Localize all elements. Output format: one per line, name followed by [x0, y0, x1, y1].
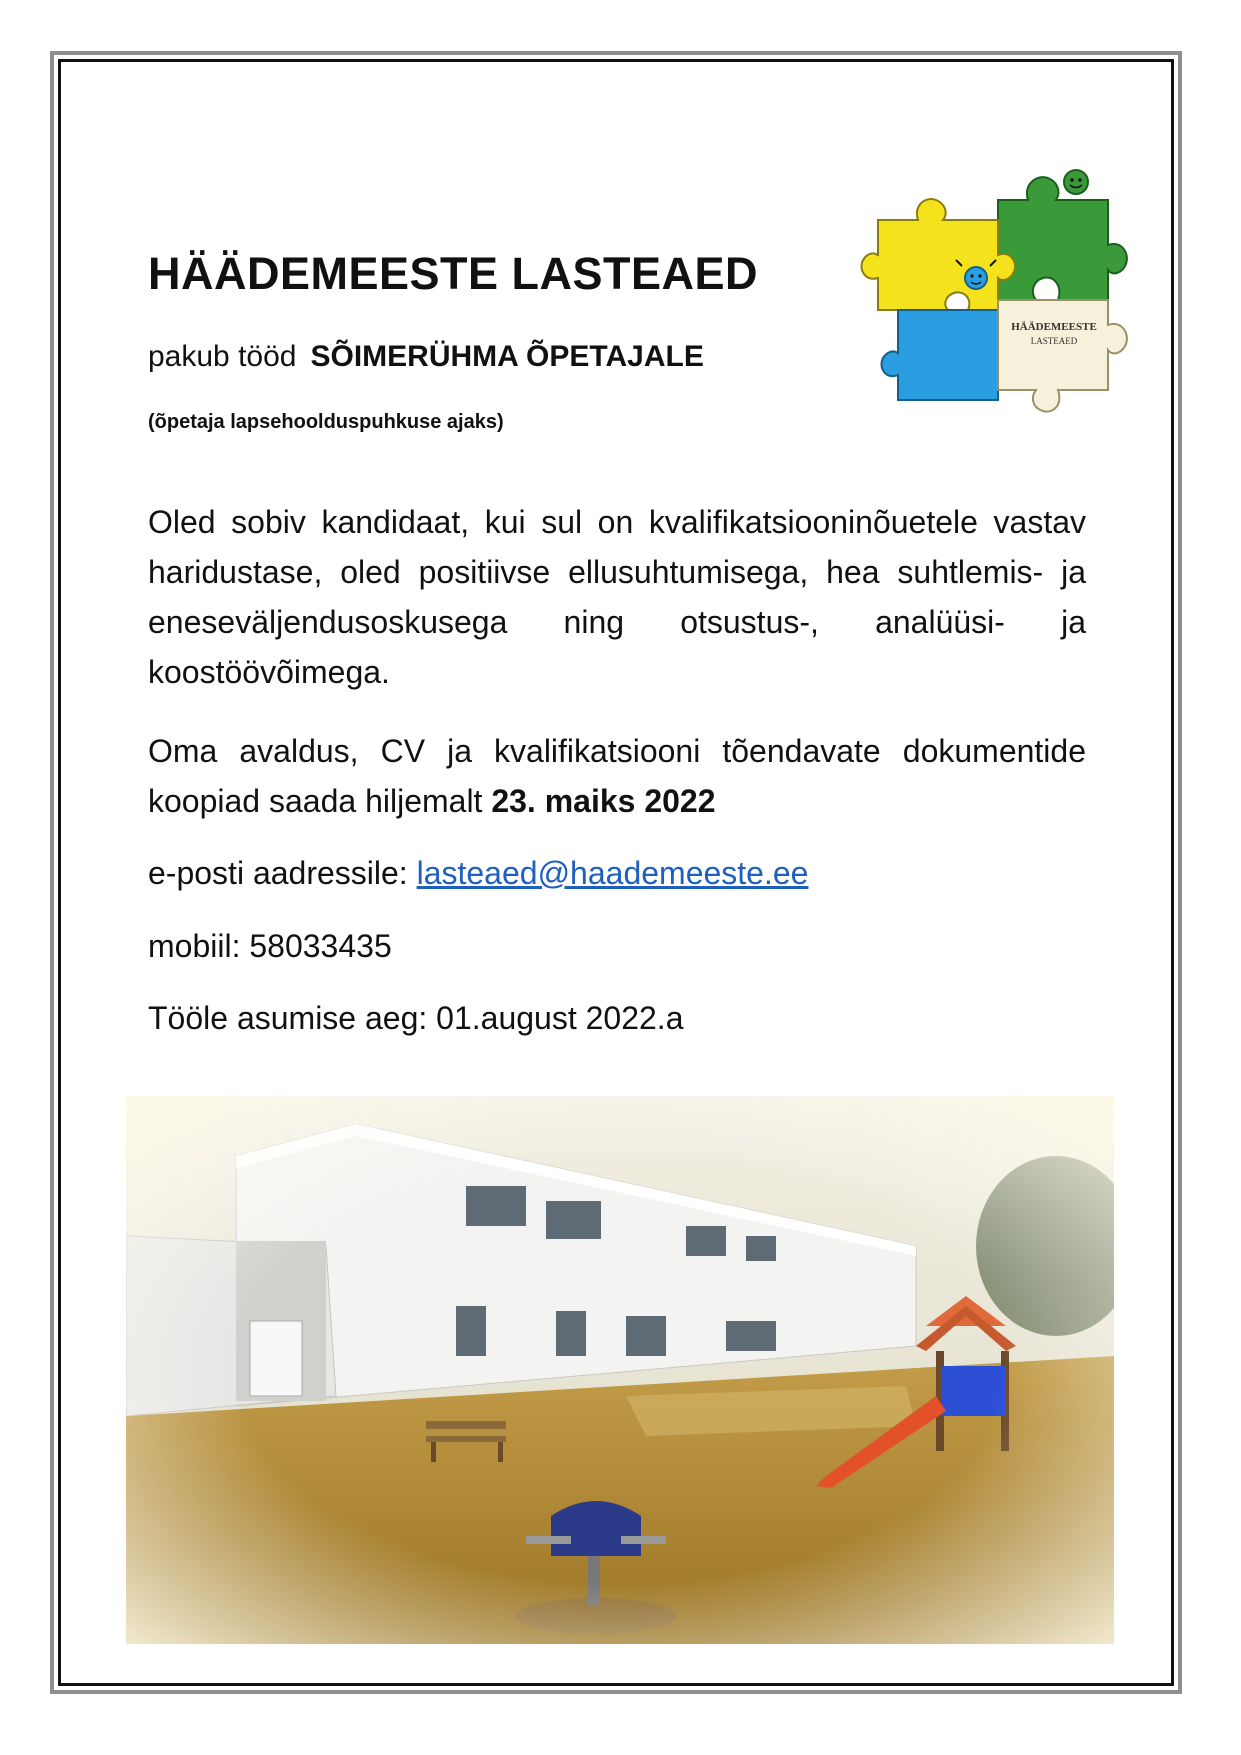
application-deadline: 23. maiks 2022: [491, 783, 716, 819]
requirements-paragraph: Oled sobiv kandidaat, kui sul on kvalifikatsiooninõuetele vastav haridustase, oled positiivse ellusuhtumisega, hea suhtlemis- ja eneseväljendusoskusega ning otsustus-, analüüsi- ja koostöövõimega.: [148, 504, 1086, 690]
offer-prefix: pakub tööd: [148, 340, 297, 373]
logo-text-line2: LASTEAED: [1030, 336, 1078, 346]
start-date: 01.august 2022.a: [436, 1000, 684, 1036]
logo-yellow-piece: [861, 199, 1015, 310]
email-label: e-posti aadressile:: [148, 855, 408, 891]
job-position: SÕIMERÜHMA ÕPETAJALE: [310, 340, 704, 373]
logo-cream-piece: [998, 300, 1127, 412]
logo-face-green: [1064, 170, 1088, 194]
job-offer-line: [148, 340, 704, 374]
kindergarten-building-photo: [126, 1096, 1114, 1644]
email-line: [148, 855, 808, 892]
start-date-line: [148, 1000, 683, 1037]
application-text: Oma avaldus, CV ja kvalifikatsiooni tõendavate dokumentide koopiad saada hiljemalt: [148, 733, 1086, 819]
email-link[interactable]: lasteaed@haademeeste.ee: [416, 855, 809, 891]
phone-label: mobiil:: [148, 928, 241, 964]
application-paragraph: [148, 726, 1086, 826]
logo-face-yellow: [965, 267, 987, 289]
logo-green-piece: [998, 177, 1127, 300]
start-label: Tööle asumise aeg:: [148, 1000, 428, 1036]
phone-line: [148, 928, 392, 965]
logo-blue-piece: [881, 310, 1015, 400]
page-title: HÄÄDEMEESTE LASTEAED: [148, 248, 759, 299]
phone-number: 58033435: [249, 928, 392, 964]
kindergarten-logo: [858, 160, 1138, 420]
logo-text-line1: HÄÄDEMEESTE: [1011, 321, 1097, 333]
job-note: (õpetaja lapsehoolduspuhkuse ajaks): [148, 411, 504, 433]
